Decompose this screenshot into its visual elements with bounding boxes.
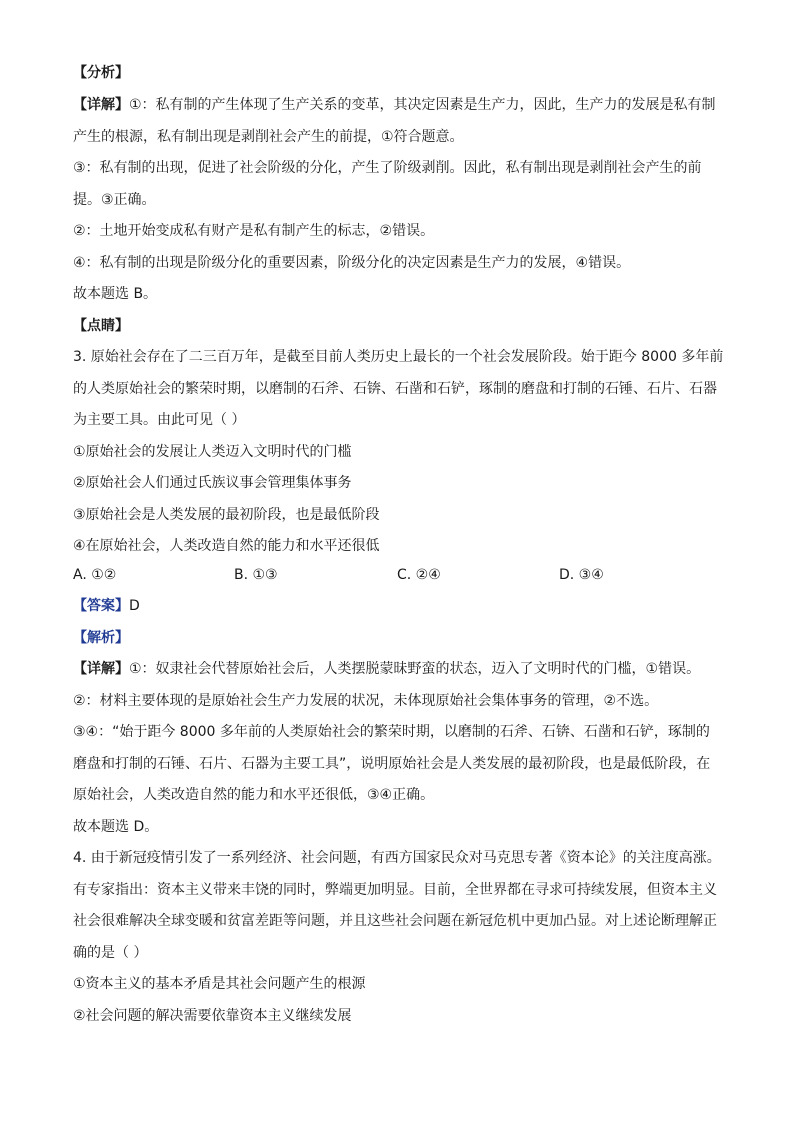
answer-label: 【答案】: [73, 598, 129, 614]
statement-item: ①资本主义的基本矛盾是其社会问题产生的根源: [73, 976, 366, 992]
detail-line: 提。③正确。: [73, 192, 156, 208]
option-b: B. ①③: [234, 567, 278, 583]
question-stem-line: 3. 原始社会存在了二三百万年，是截至目前人类历史上最长的一个社会发展阶段。始于距今 8000 多年前: [73, 349, 724, 365]
answer-options: [73, 565, 733, 585]
statement-item: ③原始社会是人类发展的最初阶段，也是最低阶段: [73, 507, 380, 523]
detail-label: 【详解】: [73, 661, 129, 677]
detail-line: ②：土地开始变成私有财产是私有制产生的标志，②错误。: [73, 223, 435, 239]
detail-line: ③：私有制的出现，促进了社会阶级的分化，产生了阶级剥削。因此，私有制出现是剥削社会产生的前: [73, 160, 702, 176]
question-stem-line: 为主要工具。由此可见（ ）: [73, 412, 246, 428]
question-stem-line: 4. 由于新冠疫情引发了一系列经济、社会问题，有西方国家民众对马克思专著《资本论》的关注度高涨。: [73, 850, 721, 866]
detail-line: ③④：“始于距今 8000 多年前的人类原始社会的繁荣时期，以磨制的石斧、石锛、石凿和石铲，琢制的: [73, 724, 710, 740]
conclusion-line: 故本题选 B。: [73, 286, 158, 302]
question-stem-line: 社会很难解决全球变暖和贫富差距等问题，并且这些社会问题在新冠危机中更加凸显。对上述论断理解正: [73, 913, 717, 929]
detail-line: 【详解】①：奴隶社会代替原始社会后，人类摆脱蒙昧野蛮的状态，迈入了文明时代的门槛，①错误。: [73, 661, 701, 677]
statement-item: ②社会问题的解决需要依靠资本主义继续发展: [73, 1008, 352, 1024]
question-stem-line: 有专家指出：资本主义带来丰饶的同时，弊端更加明显。目前，全世界都在寻求可持续发展，但资本主义: [73, 882, 717, 898]
detail-label: 【详解】: [73, 97, 129, 113]
analysis-heading: 【分析】: [73, 65, 129, 81]
answer-value: D: [129, 598, 140, 614]
detail-line: 产生的根源，私有制出现是剥削社会产生的前提，①符合题意。: [73, 129, 464, 145]
statement-item: ④在原始社会，人类改造自然的能力和水平还很低: [73, 538, 380, 554]
statement-item: ①原始社会的发展让人类迈入文明时代的门槛: [73, 444, 352, 460]
detail-line: 原始社会，人类改造自然的能力和水平还很低，③④正确。: [73, 787, 435, 803]
option-a: A. ①②: [73, 567, 117, 583]
detail-line: ④：私有制的出现是阶级分化的重要因素，阶级分化的决定因素是生产力的发展，④错误。: [73, 255, 631, 271]
comment-heading: 【点睛】: [73, 318, 129, 334]
detail-line: 磨盘和打制的石锤、石片、石器为主要工具”，说明原始社会是人类发展的最初阶段，也是最低阶段，在: [73, 756, 711, 772]
option-c: C. ②④: [397, 567, 441, 583]
answer-line: [73, 596, 140, 616]
option-d: D. ③④: [559, 567, 604, 583]
detail-line: 【详解】①：私有制的产生体现了生产关系的变革，其决定因素是生产力，因此，生产力的发展是私有制: [73, 97, 716, 113]
question-stem-line: 的人类原始社会的繁荣时期，以磨制的石斧、石锛、石凿和石铲，琢制的磨盘和打制的石锤、石片、石器: [73, 381, 717, 397]
analysis-heading: 【解析】: [73, 630, 129, 646]
detail-line: ②：材料主要体现的是原始社会生产力发展的状况，未体现原始社会集体事务的管理，②不选。: [73, 693, 659, 709]
conclusion-line: 故本题选 D。: [73, 819, 159, 835]
statement-item: ②原始社会人们通过氏族议事会管理集体事务: [73, 475, 352, 491]
question-stem-line: 确的是（ ）: [73, 945, 148, 961]
